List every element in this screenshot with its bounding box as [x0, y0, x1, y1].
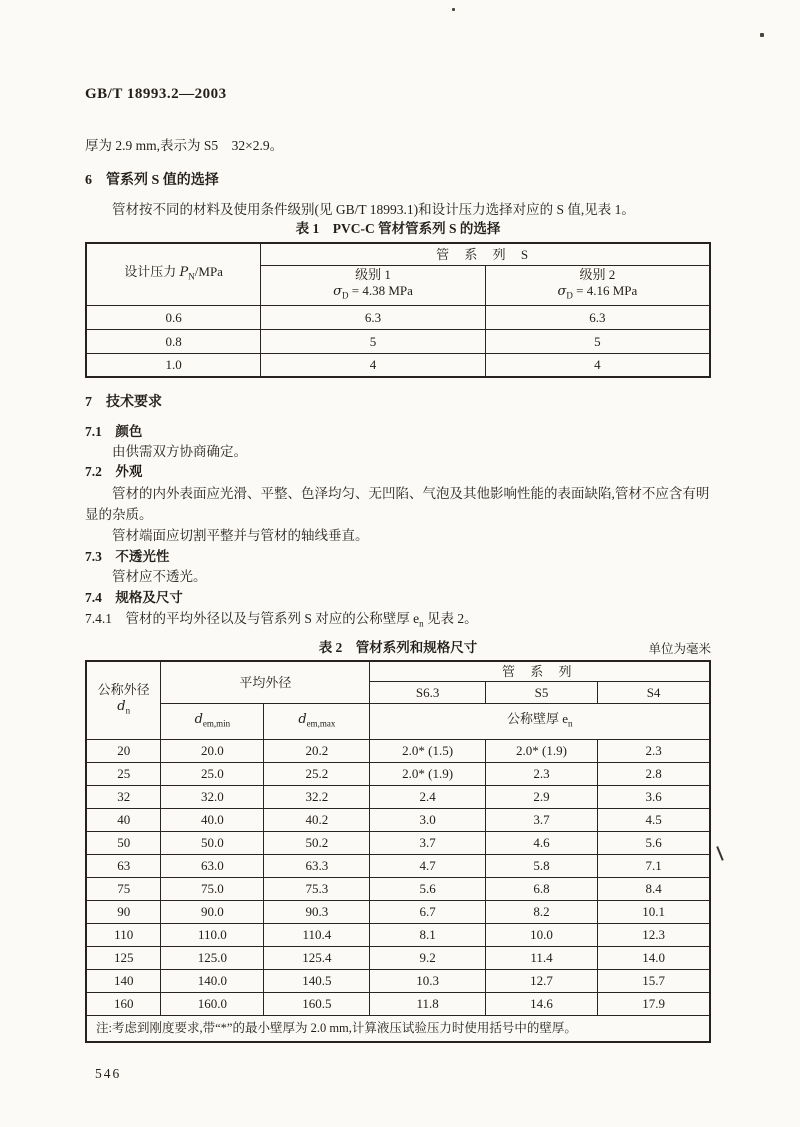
cell: 11.4: [485, 946, 597, 969]
table-row: [86, 808, 710, 831]
cell: 6.7: [370, 900, 485, 923]
cell: 20.2: [264, 739, 370, 762]
cell: 4: [261, 353, 486, 377]
cell: 9.2: [370, 946, 485, 969]
cell: 125: [86, 946, 161, 969]
cell: 160.5: [264, 992, 370, 1015]
cell: 0.6: [86, 305, 261, 329]
section-7-2-body-1: 管材的内外表面应光滑、平整、色泽均匀、无凹陷、气泡及其他影响性能的表面缺陷,管材不应含有明显的杂质。: [85, 486, 710, 522]
cell: 6.8: [485, 877, 597, 900]
cell: 32.0: [161, 785, 264, 808]
dem-min-header: [161, 703, 264, 739]
cell: 3.7: [370, 831, 485, 854]
table-1-pressure-header: [86, 243, 261, 305]
cell: 4: [485, 353, 710, 377]
cell: 4.5: [598, 808, 710, 831]
cell: 5.6: [370, 877, 485, 900]
cell: 50.0: [161, 831, 264, 854]
cell: 2.0* (1.5): [370, 739, 485, 762]
cell: 5.6: [598, 831, 710, 854]
cell: 50.2: [264, 831, 370, 854]
table-row: [86, 305, 710, 329]
cell: 40.2: [264, 808, 370, 831]
cell: 17.9: [598, 992, 710, 1015]
level-1-title: 级别 1: [355, 266, 391, 282]
cell: 32: [86, 785, 161, 808]
table-row: [86, 353, 710, 377]
cell: 90: [86, 900, 161, 923]
cell: 140.5: [264, 969, 370, 992]
cell: 0.8: [86, 329, 261, 353]
table-2-header-row-1: [86, 661, 710, 682]
section-7-3-body: 管材应不透光。: [112, 569, 207, 584]
subscript: N: [188, 271, 195, 282]
cell: 160.0: [161, 992, 264, 1015]
cell: 63: [86, 854, 161, 877]
table-2-avg-od-header: 平均外径: [161, 661, 370, 704]
table-2-header-row-3: [86, 703, 710, 739]
cell: 25.2: [264, 762, 370, 785]
sigma-value: = 4.38 MPa: [348, 282, 413, 298]
cell: 2.3: [598, 739, 710, 762]
subscript: n: [419, 618, 424, 629]
cell: 15.7: [598, 969, 710, 992]
cell: 10.3: [370, 969, 485, 992]
unit-note: 单位为毫米: [648, 641, 711, 656]
section-7-2-heading: 7.2 外观: [85, 464, 143, 479]
cell: 14.6: [485, 992, 597, 1015]
cell: 5: [485, 329, 710, 353]
table-2-footnote: 注:考虑到刚度要求,带“*”的最小壁厚为 2.0 mm,计算液压试验压力时使用括号中的壁厚。: [86, 1015, 710, 1042]
cell: 7.1: [598, 854, 710, 877]
pressure-unit: /MPa: [194, 263, 223, 279]
cell: 63.0: [161, 854, 264, 877]
section-6-heading: 6 管系列 S 值的选择: [85, 173, 219, 188]
table-1: [85, 242, 711, 378]
cell: 40.0: [161, 808, 264, 831]
section-7-3-heading: 7.3 不透光性: [85, 549, 170, 564]
subscript: n: [567, 718, 573, 729]
cell: 32.2: [264, 785, 370, 808]
table-row: [86, 739, 710, 762]
table-2-series-group-header: 管 系 列: [370, 661, 710, 682]
section-7-heading: 7 技术要求: [85, 395, 162, 410]
table-row: [86, 923, 710, 946]
cell: 8.4: [598, 877, 710, 900]
table-2-dn-header: [86, 661, 161, 740]
table-2-footnote-row: [86, 1015, 710, 1042]
cell: 75.3: [264, 877, 370, 900]
cell: 2.0* (1.9): [370, 762, 485, 785]
table-1-caption: 表 1 PVC-C 管材管系列 S 的选择: [295, 221, 501, 236]
cell: 25: [86, 762, 161, 785]
paragraph-text: 7.4.1 管材的平均外径以及与管系列 S 对应的公称壁厚 e: [85, 611, 420, 626]
d-symbol: d: [194, 711, 203, 727]
cell: 20: [86, 739, 161, 762]
sigma-symbol: σ: [557, 283, 567, 299]
section-7-4-heading: 7.4 规格及尺寸: [85, 590, 183, 605]
dem-max-header: [264, 703, 370, 739]
cell: 2.8: [598, 762, 710, 785]
section-7-4-1-paragraph: [85, 610, 711, 633]
document-content: [85, 86, 711, 1082]
level-2-sigma: [488, 283, 707, 304]
cell: 8.2: [485, 900, 597, 923]
pressure-symbol: P: [179, 264, 189, 280]
table-1-level-1-header: [261, 265, 486, 305]
cell: 140.0: [161, 969, 264, 992]
table-row: [86, 762, 710, 785]
cell: 1.0: [86, 353, 261, 377]
cell: 4.7: [370, 854, 485, 877]
table-2-caption-row: [85, 639, 711, 657]
series-s5-header: S5: [485, 681, 597, 703]
series-s4-header: S4: [598, 681, 710, 703]
cell: 6.3: [261, 305, 486, 329]
section-7-1-heading: 7.1 颜色: [85, 424, 143, 439]
cell: 12.7: [485, 969, 597, 992]
cell: 40: [86, 808, 161, 831]
cell: 110.4: [264, 923, 370, 946]
table-2: [85, 660, 711, 1044]
cell: 110.0: [161, 923, 264, 946]
cell: 3.0: [370, 808, 485, 831]
cell: 2.0* (1.9): [485, 739, 597, 762]
cell: 6.3: [485, 305, 710, 329]
level-2-title: 级别 2: [579, 266, 616, 282]
cell: 3.7: [485, 808, 597, 831]
cell: 3.6: [598, 785, 710, 808]
subscript: D: [342, 290, 349, 301]
section-6-paragraph: 管材按不同的材料及使用条件级别(见 GB/T 18993.1)和设计压力选择对应的 S 值,见表 1。: [112, 202, 635, 217]
standard-number: GB/T 18993.2—2003: [85, 86, 227, 102]
table-row: [86, 969, 710, 992]
cell: 2.3: [485, 762, 597, 785]
cell: 90.0: [161, 900, 264, 923]
dn-symbol-line: [89, 698, 158, 719]
sigma-symbol: σ: [333, 283, 343, 299]
d-symbol: d: [117, 698, 126, 714]
subscript: em,max: [306, 718, 336, 729]
table-row: [86, 831, 710, 854]
table-row: [86, 329, 710, 353]
cell: 8.1: [370, 923, 485, 946]
cell: 14.0: [598, 946, 710, 969]
cell: 20.0: [161, 739, 264, 762]
cell: 90.3: [264, 900, 370, 923]
scan-artifact: [716, 846, 723, 860]
cell: 63.3: [264, 854, 370, 877]
cell: 2.9: [485, 785, 597, 808]
cell: 5: [261, 329, 486, 353]
cell: 11.8: [370, 992, 485, 1015]
section-7-1-body: 由供需双方协商确定。: [112, 444, 247, 459]
wall-thickness-header: [370, 703, 710, 739]
level-1-sigma: [263, 283, 483, 304]
paragraph-text: 见表 2。: [423, 611, 478, 626]
cell: 140: [86, 969, 161, 992]
cell: 75.0: [161, 877, 264, 900]
cell: 4.6: [485, 831, 597, 854]
cell: 10.1: [598, 900, 710, 923]
cell: 25.0: [161, 762, 264, 785]
table-1-level-2-header: [485, 265, 710, 305]
cell: 125.0: [161, 946, 264, 969]
wall-label: 公称壁厚 e: [506, 710, 568, 726]
cell: 12.3: [598, 923, 710, 946]
sigma-value: = 4.16 MPa: [572, 282, 638, 298]
cell: 5.8: [485, 854, 597, 877]
cell: 2.4: [370, 785, 485, 808]
table-row: [86, 854, 710, 877]
scan-artifact: [760, 33, 764, 37]
cell: 10.0: [485, 923, 597, 946]
table-1-series-group-header: 管 系 列 S: [261, 243, 710, 265]
page-number: 546: [95, 1066, 122, 1082]
scan-artifact: [452, 8, 455, 11]
table-1-header-row-1: [86, 243, 710, 265]
table-row: [86, 900, 710, 923]
table-row: [86, 992, 710, 1015]
cell: 160: [86, 992, 161, 1015]
cell: 75: [86, 877, 161, 900]
subscript: em,min: [202, 718, 231, 729]
series-s63-header: S6.3: [370, 681, 485, 703]
section-7-2-body-2: 管材端面应切割平整并与管材的轴线垂直。: [112, 528, 369, 543]
table-row: [86, 877, 710, 900]
cell: 110: [86, 923, 161, 946]
cell: 50: [86, 831, 161, 854]
cell: 125.4: [264, 946, 370, 969]
table-row: [86, 785, 710, 808]
lead-text: 厚为 2.9 mm,表示为 S5 32×2.9。: [85, 138, 284, 153]
d-symbol: d: [298, 711, 307, 727]
table-2-caption: 表 2 管材系列和规格尺寸: [318, 639, 478, 655]
subscript: n: [125, 705, 131, 716]
pressure-label: 设计压力: [124, 263, 180, 279]
dn-label: 公称外径: [97, 681, 150, 697]
subscript: D: [566, 290, 573, 301]
table-row: [86, 946, 710, 969]
